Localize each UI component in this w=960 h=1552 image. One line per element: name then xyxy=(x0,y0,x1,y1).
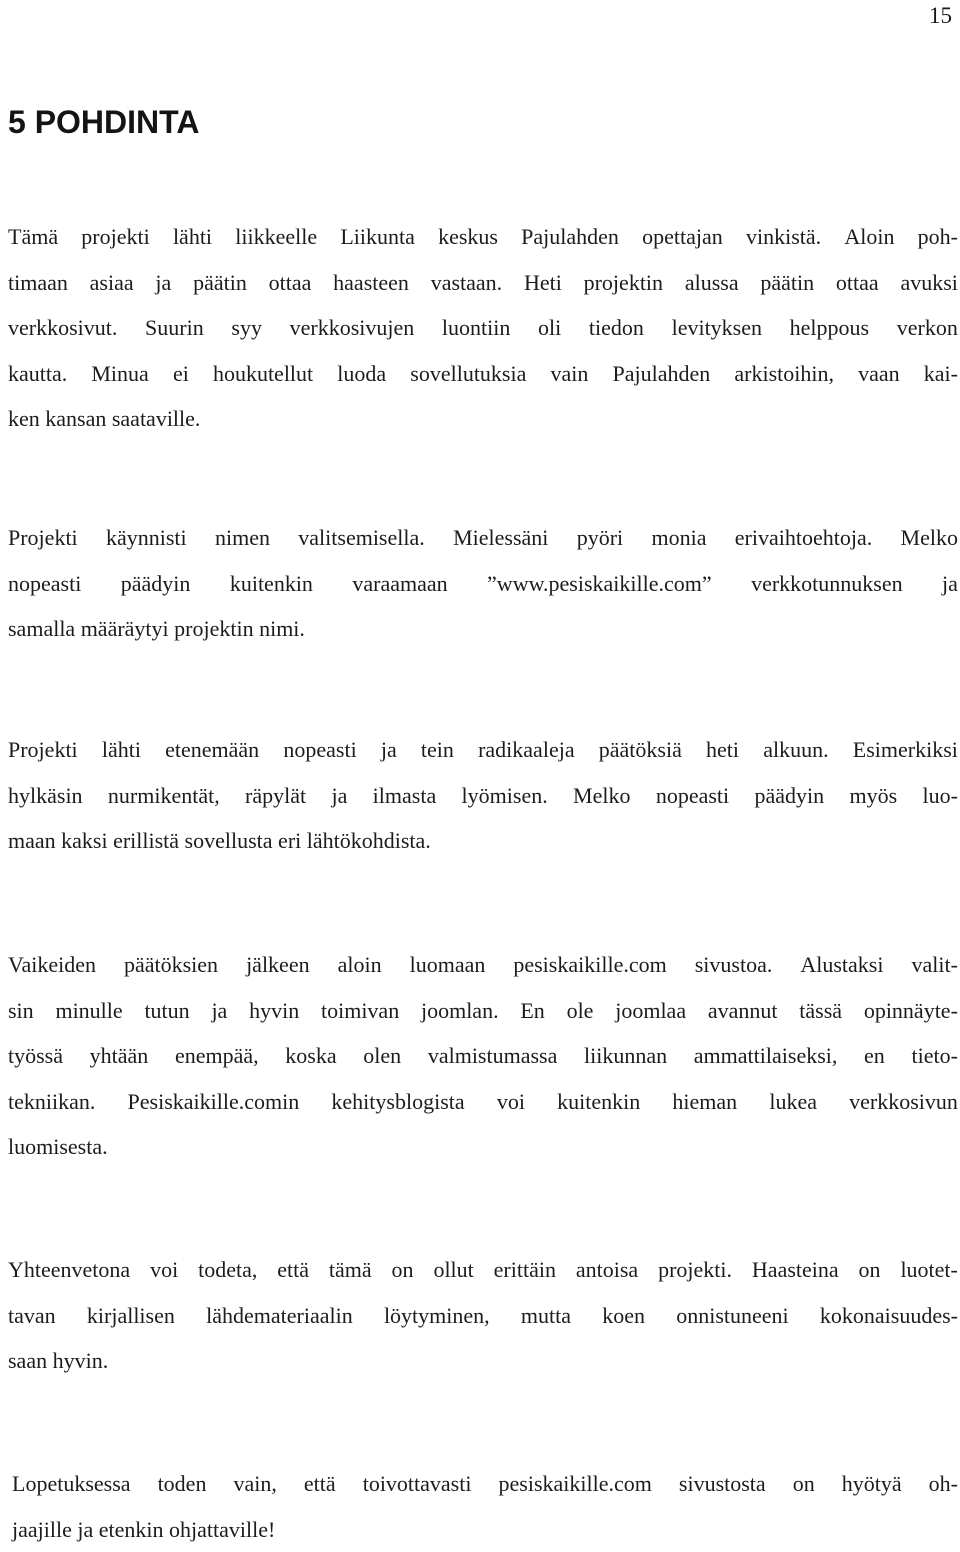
word: kautta. xyxy=(8,351,67,397)
word: lähti xyxy=(102,727,141,773)
text-line xyxy=(8,260,958,306)
word: etenemään xyxy=(165,727,259,773)
word: hyötyä xyxy=(842,1461,902,1507)
word: luomaan xyxy=(410,942,486,988)
word: kuitenkin xyxy=(557,1079,640,1125)
text-line xyxy=(8,1293,958,1339)
word: vain xyxy=(550,351,588,397)
word: vaan xyxy=(858,351,900,397)
word: projektin xyxy=(584,260,663,306)
word: opinnäyte- xyxy=(864,988,958,1034)
paragraph xyxy=(8,942,958,1170)
word: verkkotunnuksen xyxy=(751,561,903,607)
word: lukea xyxy=(769,1079,817,1125)
word: koska xyxy=(285,1033,336,1079)
word: Pajulahden xyxy=(521,214,619,260)
word: ottaa xyxy=(836,260,879,306)
word: tämä xyxy=(329,1247,372,1293)
word: erittäin xyxy=(494,1247,556,1293)
word: tavan xyxy=(8,1293,56,1339)
word: ja xyxy=(211,988,227,1034)
word: poh- xyxy=(918,214,958,260)
word: asiaa xyxy=(90,260,134,306)
word: sivustoa. xyxy=(695,942,773,988)
word: ja xyxy=(155,260,171,306)
word: kehitysblogista xyxy=(331,1079,464,1125)
word: hyvin xyxy=(249,988,299,1034)
text-line xyxy=(8,515,958,561)
text-line xyxy=(8,773,958,819)
word: toimivan xyxy=(321,988,399,1034)
word: onnistuneeni xyxy=(676,1293,788,1339)
word: ja xyxy=(942,561,958,607)
word: nurmikentät, xyxy=(108,773,220,819)
word: hylkäsin xyxy=(8,773,83,819)
word: radikaaleja xyxy=(478,727,575,773)
word: työssä xyxy=(8,1033,63,1079)
word: on xyxy=(793,1461,815,1507)
word: ilmasta xyxy=(373,773,437,819)
word: joomlan. xyxy=(421,988,499,1034)
word: tutun xyxy=(144,988,189,1034)
word: alussa xyxy=(685,260,739,306)
word: lähdemateriaalin xyxy=(206,1293,353,1339)
word: päätin xyxy=(193,260,247,306)
word: verkkosivun xyxy=(849,1079,958,1125)
word: että xyxy=(304,1461,336,1507)
paragraph xyxy=(8,515,958,652)
word: luoda xyxy=(337,351,386,397)
text-line xyxy=(8,942,958,988)
word: liikunnan xyxy=(584,1033,667,1079)
text-line xyxy=(8,988,958,1034)
word: nimen xyxy=(215,515,270,561)
word: tieto- xyxy=(911,1033,957,1079)
word: Lopetuksessa xyxy=(12,1461,131,1507)
word: päädyin xyxy=(754,773,824,819)
word: oh- xyxy=(929,1461,958,1507)
word: päätöksien xyxy=(124,942,218,988)
text-line xyxy=(8,1247,958,1293)
word: valmistumassa xyxy=(428,1033,558,1079)
word: voi xyxy=(497,1079,525,1125)
text-line: jaajille ja etenkin ohjattaville! xyxy=(12,1507,958,1552)
word: liikkeelle xyxy=(235,214,317,260)
paragraph xyxy=(12,1461,958,1552)
paragraph xyxy=(8,214,958,442)
word: Mielessäni xyxy=(453,515,548,561)
word: varaamaan xyxy=(352,561,447,607)
word: Pesiskaikille.comin xyxy=(128,1079,300,1125)
word: ja xyxy=(331,773,347,819)
word: enempää, xyxy=(175,1033,259,1079)
word: Alustaksi xyxy=(800,942,883,988)
word: voi xyxy=(150,1247,178,1293)
word: kirjallisen xyxy=(87,1293,175,1339)
word: ei xyxy=(173,351,189,397)
word: kokonaisuudes- xyxy=(820,1293,958,1339)
word: joomlaa xyxy=(615,988,686,1034)
word: vastaan. xyxy=(431,260,502,306)
word: myös xyxy=(849,773,897,819)
word: tein xyxy=(421,727,454,773)
word: alkuun. xyxy=(763,727,828,773)
word: päätin xyxy=(760,260,814,306)
word: Projekti xyxy=(8,515,78,561)
word: Suurin xyxy=(145,305,204,351)
word: syy xyxy=(231,305,262,351)
word: haasteen xyxy=(333,260,409,306)
text-line xyxy=(8,1079,958,1125)
text-line: maan kaksi erillistä sovellusta eri lähtökohdista. xyxy=(8,818,958,864)
word: vain, xyxy=(233,1461,276,1507)
word: Aloin xyxy=(844,214,894,260)
word: mutta xyxy=(521,1293,571,1339)
word: Melko xyxy=(573,773,630,819)
word: on xyxy=(392,1247,414,1293)
word: oli xyxy=(538,305,561,351)
word: verkkosivujen xyxy=(290,305,415,351)
text-line xyxy=(8,305,958,351)
word: ammattilaiseksi, xyxy=(694,1033,838,1079)
word: monia xyxy=(651,515,706,561)
word: todeta, xyxy=(198,1247,257,1293)
word: opettajan xyxy=(642,214,723,260)
word: Melko xyxy=(901,515,958,561)
word: heti xyxy=(706,727,739,773)
word: verkon xyxy=(897,305,958,351)
word: lyömisen. xyxy=(462,773,548,819)
word: sin xyxy=(8,988,34,1034)
word: Tämä xyxy=(8,214,58,260)
word: erivaihtoehtoja. xyxy=(735,515,872,561)
word: En xyxy=(520,988,544,1034)
word: sovellutuksia xyxy=(410,351,526,397)
word: ollut xyxy=(433,1247,473,1293)
word: olen xyxy=(363,1033,401,1079)
word: helppous xyxy=(790,305,869,351)
word: valit- xyxy=(911,942,957,988)
word: nopeasti xyxy=(8,561,81,607)
word: arkistoihin, xyxy=(734,351,834,397)
text-line xyxy=(8,561,958,607)
word: minulle xyxy=(55,988,122,1034)
word: löytyminen, xyxy=(384,1293,490,1339)
text-line: ken kansan saataville. xyxy=(8,396,958,442)
word: pyöri xyxy=(577,515,623,561)
text-line: luomisesta. xyxy=(8,1124,958,1170)
text-line xyxy=(8,214,958,260)
word: hieman xyxy=(672,1079,737,1125)
word: projekti xyxy=(81,214,149,260)
word: Esimerkiksi xyxy=(853,727,958,773)
word: ”www.pesiskaikille.com” xyxy=(487,561,712,607)
word: ja xyxy=(381,727,397,773)
word: päädyin xyxy=(121,561,191,607)
word: ottaa xyxy=(269,260,312,306)
word: pesiskaikille.com xyxy=(513,942,666,988)
text-line xyxy=(8,727,958,773)
word: antoisa xyxy=(576,1247,638,1293)
word: yhtään xyxy=(90,1033,149,1079)
paragraph xyxy=(8,727,958,864)
text-line xyxy=(12,1461,958,1507)
word: Vaikeiden xyxy=(8,942,96,988)
word: että xyxy=(277,1247,309,1293)
word: tässä xyxy=(799,988,842,1034)
word: sivustosta xyxy=(679,1461,766,1507)
page-number: 15 xyxy=(929,2,952,30)
word: Heti xyxy=(524,260,562,306)
word: projekti. xyxy=(658,1247,732,1293)
word: jälkeen xyxy=(246,942,310,988)
word: toden xyxy=(158,1461,207,1507)
word: nopeasti xyxy=(656,773,729,819)
word: Liikunta xyxy=(340,214,415,260)
word: luontiin xyxy=(442,305,510,351)
word: verkkosivut. xyxy=(8,305,117,351)
word: pesiskaikille.com xyxy=(499,1461,652,1507)
word: kuitenkin xyxy=(230,561,313,607)
text-line: samalla määräytyi projektin nimi. xyxy=(8,606,958,652)
word: räpylät xyxy=(245,773,306,819)
paragraph xyxy=(8,1247,958,1384)
text-line xyxy=(8,351,958,397)
word: päätöksiä xyxy=(599,727,682,773)
text-line xyxy=(8,1033,958,1079)
word: Pajulahden xyxy=(612,351,710,397)
word: nopeasti xyxy=(283,727,356,773)
word: tiedon xyxy=(589,305,644,351)
word: levityksen xyxy=(672,305,762,351)
word: ole xyxy=(567,988,594,1034)
word: Projekti xyxy=(8,727,78,773)
word: kai- xyxy=(924,351,958,397)
word: keskus xyxy=(438,214,498,260)
word: lähti xyxy=(173,214,212,260)
word: käynnisti xyxy=(106,515,187,561)
word: Yhteenvetona xyxy=(8,1247,130,1293)
word: toivottavasti xyxy=(363,1461,472,1507)
text-line: saan hyvin. xyxy=(8,1338,958,1384)
word: on xyxy=(859,1247,881,1293)
word: avuksi xyxy=(900,260,957,306)
word: valitsemisella. xyxy=(298,515,424,561)
word: luotet- xyxy=(900,1247,957,1293)
word: tekniikan. xyxy=(8,1079,95,1125)
word: koen xyxy=(602,1293,645,1339)
word: en xyxy=(864,1033,885,1079)
chapter-heading: 5 POHDINTA xyxy=(8,102,199,142)
word: avannut xyxy=(708,988,778,1034)
word: houkutellut xyxy=(213,351,313,397)
word: timaan xyxy=(8,260,68,306)
word: vinkistä. xyxy=(746,214,821,260)
word: aloin xyxy=(338,942,382,988)
word: Haasteina xyxy=(752,1247,839,1293)
word: luo- xyxy=(922,773,957,819)
word: Minua xyxy=(91,351,148,397)
